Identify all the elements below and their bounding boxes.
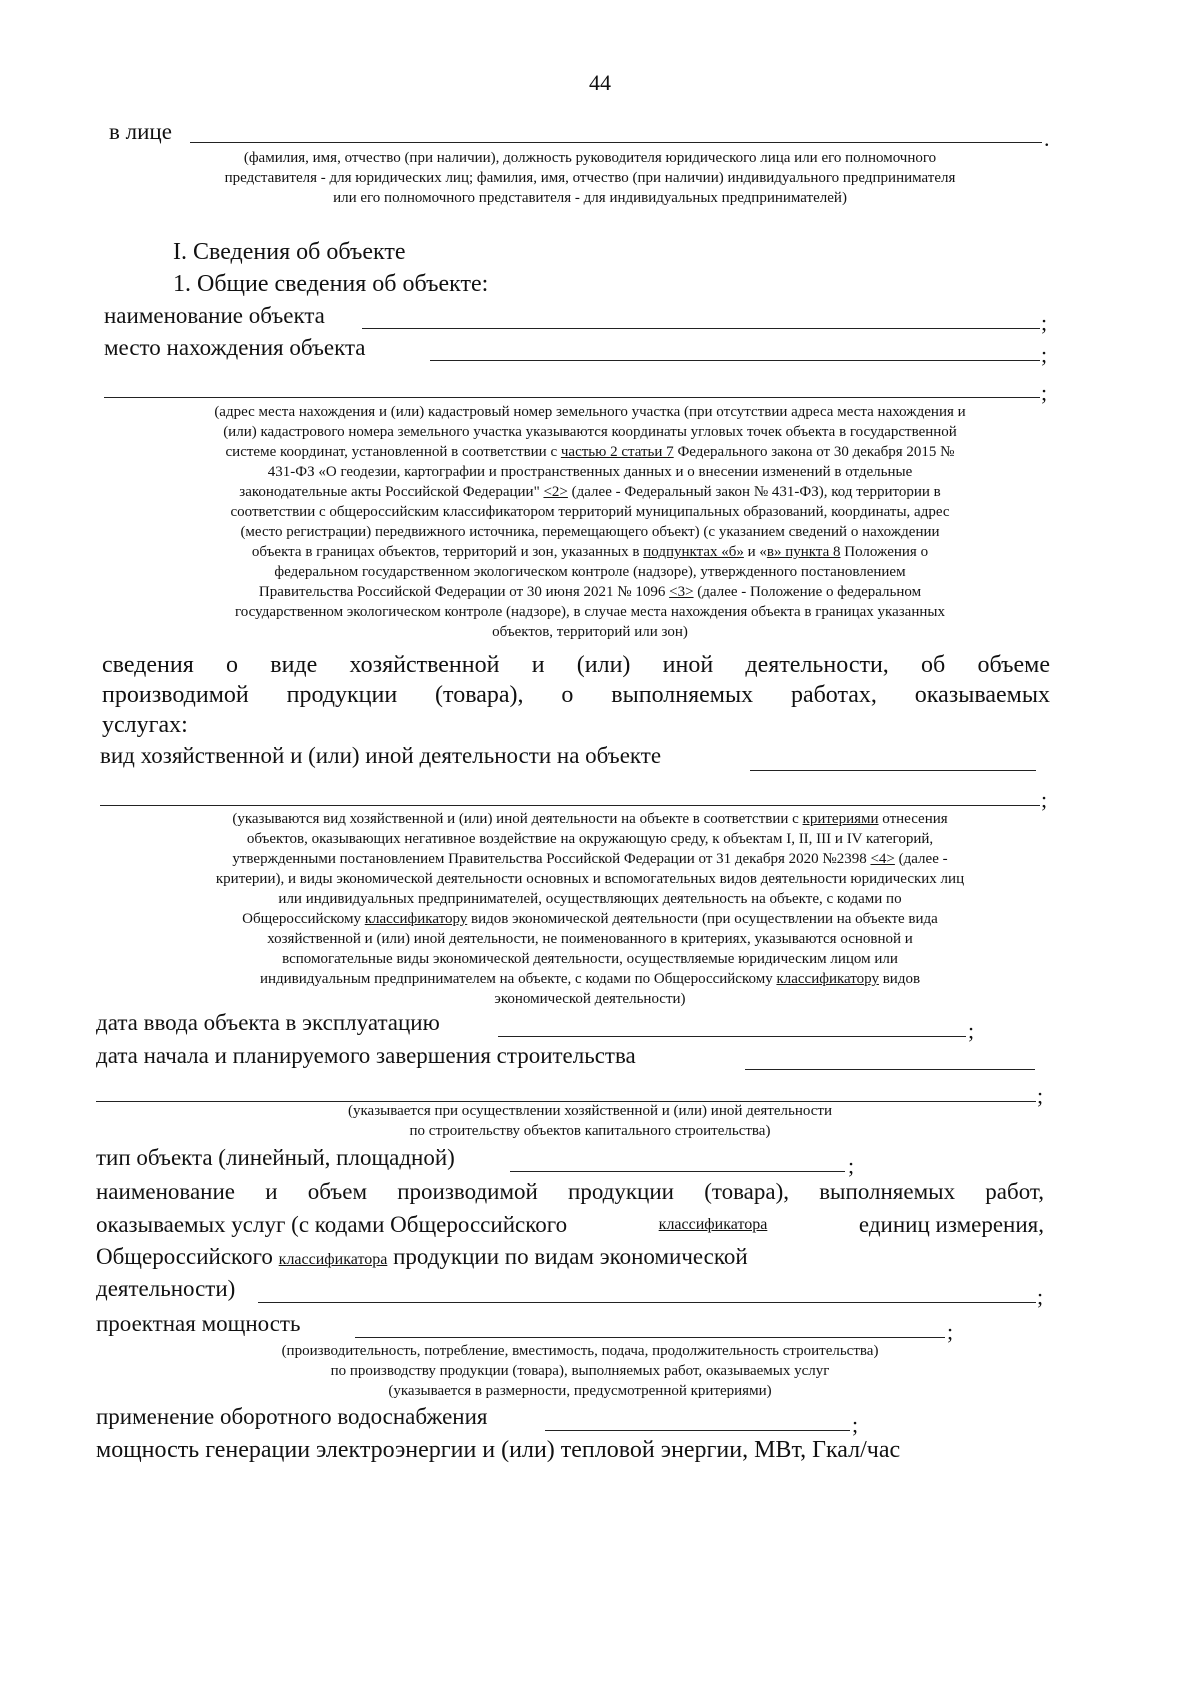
link-subparagraph-b[interactable]: подпунктах «б» — [643, 544, 744, 560]
water-supply-label: применение оборотного водоснабжения — [96, 1404, 488, 1429]
activity-type-blank[interactable] — [750, 770, 1036, 771]
capacity-label: проектная мощность — [96, 1311, 301, 1336]
semicolon: ; — [1041, 787, 1048, 812]
semicolon: ; — [852, 1412, 859, 1437]
object-location-label: место нахождения объекта — [104, 335, 366, 360]
v-litse-period: . — [1044, 126, 1050, 151]
commissioning-blank[interactable] — [498, 1036, 966, 1037]
activity-type-label: вид хозяйственной и (или) иной деятельности на объекте — [100, 743, 662, 768]
semicolon: ; — [1041, 310, 1048, 335]
link-criteria[interactable]: критериями — [802, 811, 879, 827]
semicolon: ; — [1037, 1083, 1044, 1108]
object-type-blank[interactable] — [510, 1171, 845, 1172]
activity-type-blank-2[interactable] — [100, 805, 1040, 806]
link-okei[interactable]: классификатора — [658, 1216, 768, 1233]
semicolon: ; — [947, 1319, 954, 1344]
v-litse-note: (фамилия, имя, отчество (при наличии), должность руководителя юридического лица или его полномочного представителя - для юридических лиц; фамилия, имя, отчество (при наличии) индивидуального предпринимателя или его полномочного представителя - для индивидуальных предпринимателей) — [224, 150, 956, 206]
products-line-3: Общероссийского классификатора продукции по видам экономической — [96, 1244, 748, 1269]
object-name-blank[interactable] — [362, 328, 1040, 329]
footnote-3-link[interactable]: <3> — [669, 584, 694, 600]
object-location-blank[interactable] — [430, 360, 1040, 361]
link-okpd[interactable]: классификатора — [278, 1251, 388, 1268]
products-line-4: деятельности) — [96, 1276, 236, 1301]
location-note: (адрес места нахождения и (или) кадастровый номер земельного участка (при отсутствии адреса места нахождения и (или) кадастрового номера земельного участка указываются координаты угловых точек объекта в государственной системе координат, установленной в соответствии с частью 2 статьи 7 Федерального закона от 30 декабря 2015 № 431-ФЗ «О геодезии, картографии и пространственных данных и о внесении изменений в отдельные законодательные акты Российской Федерации" <2> (далее - Федеральный закон № 431-ФЗ), код территории в соответствии с общероссийским классификатором территорий муниципальных образований, координаты, адрес (место регистрации) передвижного источника, перемещающего объект) (с указанием сведений о нахождении объекта в границах объектов, территорий и зон, указанных в подпунктах «б» и «в» пункта 8 Положения о федеральном государственном экологическом контроле (надзоре), утвержденного постановлением Правительства Российской Федерации от 30 июня 2021 № 1096 <3> (далее - Положение о федеральном государственном экологическом контроле (надзоре), в случае места нахождения объекта в границах указанных объектов, территорий или зон) — [214, 404, 966, 640]
construction-label: дата начала и планируемого завершения строительства — [96, 1043, 636, 1068]
products-line-1: наименование и объем производимой продукции (товара), выполняемых работ, — [96, 1179, 1044, 1204]
link-paragraph-8[interactable]: в» пункта 8 — [766, 544, 841, 560]
section-title: I. Сведения об объекте — [173, 239, 406, 265]
activity-note: (указываются вид хозяйственной и (или) иной деятельности на объекте в соответствии с критериями отнесения объектов, оказывающих негативное воздействие на окружающую среду, к объектам I, II, III и IV категорий, утвержденными постановлением Правительства Российской Федерации от 31 декабря 2020 №2398 <4> (далее - критерии), и виды экономической деятельности основных и вспомогательных видов деятельности юридических лиц или индивидуальных предпринимателей, осуществляющих деятельность на объекте, с кодами по Общероссийскому классификатору видов экономической деятельности (при осуществлении на объекте вида хозяйственной и (или) иной деятельности, не поименованного в критериях, указываются основной и вспомогательные виды экономической деятельности, осуществляемые юридическим лицом или индивидуальным предпринимателем на объекте, с кодами по Общероссийскому классификатору видов экономической деятельности) — [215, 811, 965, 1007]
power-generation-label: мощность генерации электроэнергии и (или) тепловой энергии, МВт, Гкал/час — [96, 1437, 901, 1463]
footnote-4-link[interactable]: <4> — [870, 851, 895, 867]
products-blank[interactable] — [258, 1302, 1036, 1303]
commissioning-label: дата ввода объекта в эксплуатацию — [96, 1010, 440, 1035]
object-name-label: наименование объекта — [104, 303, 325, 328]
object-location-blank-2[interactable] — [104, 397, 1040, 398]
activity-info: сведения о виде хозяйственной и (или) иной деятельности, об объеме производимой продукции (товара), о выполняемых работах, оказываемых услугах: — [102, 652, 1050, 738]
semicolon: ; — [1037, 1284, 1044, 1309]
v-litse-label: в лице — [109, 119, 172, 144]
object-type-label: тип объекта (линейный, площадной) — [96, 1145, 455, 1170]
capacity-note: (производительность, потребление, вместимость, подача, продолжительность строительства) по производству продукции (товара), выполняемых работ, оказываемых услуг (указывается в размерности, предусмотренной критериями) — [281, 1343, 879, 1399]
semicolon: ; — [848, 1153, 855, 1178]
construction-blank[interactable] — [745, 1069, 1035, 1070]
water-supply-blank[interactable] — [545, 1430, 850, 1431]
semicolon: ; — [968, 1018, 975, 1043]
construction-note: (указывается при осуществлении хозяйственной и (или) иной деятельности по строительству объектов капитального строительства) — [348, 1103, 832, 1139]
capacity-blank[interactable] — [355, 1337, 945, 1338]
semicolon: ; — [1041, 342, 1048, 367]
semicolon: ; — [1041, 380, 1048, 405]
footnote-2-link[interactable]: <2> — [543, 484, 568, 500]
link-okved-2[interactable]: классификатору — [776, 971, 879, 987]
link-article-7[interactable]: частью 2 статьи 7 — [560, 444, 674, 460]
section-subtitle: 1. Общие сведения об объекте: — [173, 271, 489, 297]
products-line-2: оказываемых услуг (с кодами Общероссийского классификатора единиц измерения, — [96, 1212, 1044, 1237]
link-okved-1[interactable]: классификатору — [364, 911, 468, 927]
v-litse-blank[interactable] — [190, 142, 1042, 143]
page-number: 44 — [589, 70, 611, 95]
